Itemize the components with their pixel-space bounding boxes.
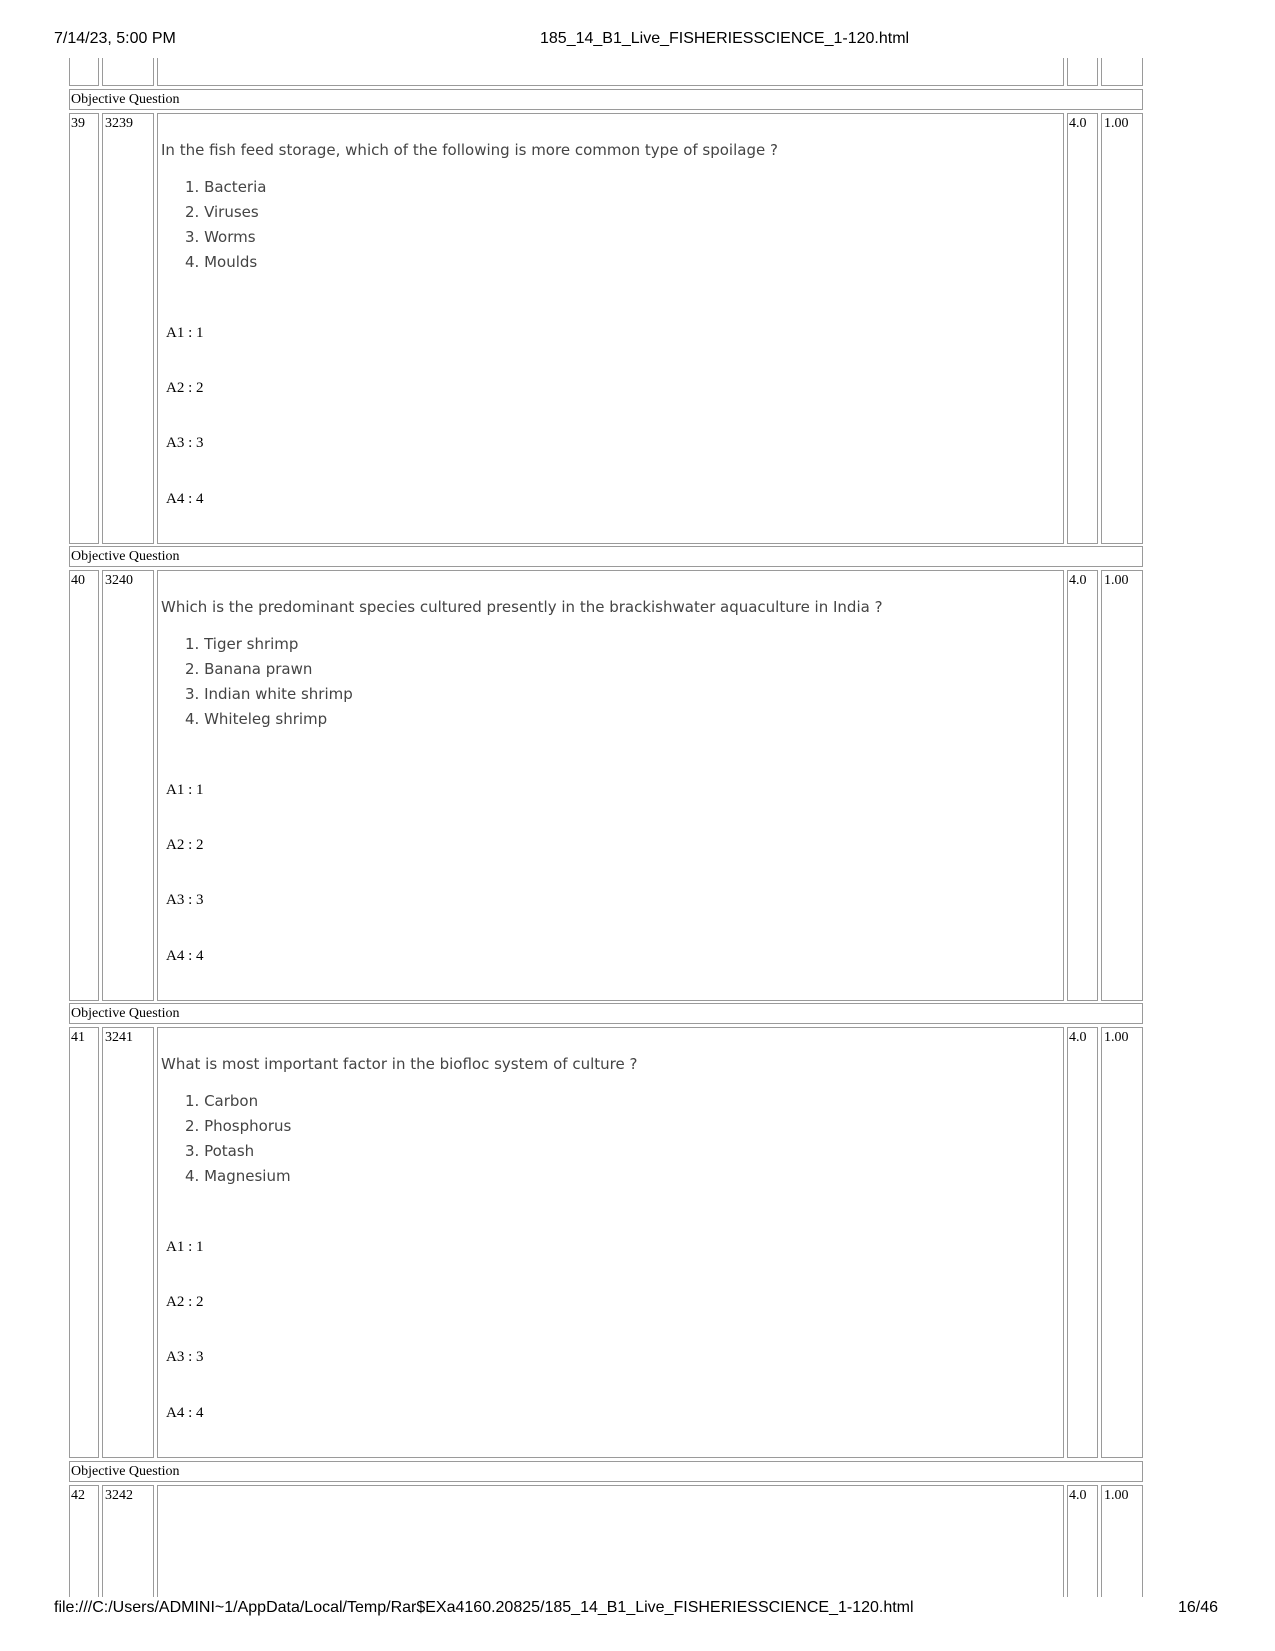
marks: 4.0 (1069, 573, 1087, 588)
prev-row-marks-cell (1067, 58, 1098, 86)
answer-key: A3 : 3 (166, 435, 204, 451)
question-body-cell (157, 113, 1064, 544)
print-file-url: file:///C:/Users/ADMINI~1/AppData/Local/Temp/Rar$EXa4160.20825/185_14_B1_Live_FISHERIESSCIENCE_1-120.html (54, 1599, 914, 1616)
print-document-title: 185_14_B1_Live_FISHERIESSCIENCE_1-120.html (540, 30, 910, 47)
section-header-cell (69, 1003, 1143, 1024)
question-table (69, 58, 1205, 1597)
option-item: 4. Whiteleg shrimp (185, 710, 328, 728)
answer-key: A2 : 2 (166, 1294, 204, 1310)
section-header-cell (69, 1461, 1143, 1482)
option-item: 2. Phosphorus (185, 1117, 292, 1135)
option-item: 4. Moulds (185, 253, 258, 271)
slno-cell (69, 113, 99, 544)
question-id: 3241 (105, 1030, 133, 1045)
question-id: 3239 (105, 116, 133, 131)
question-text: In the fish feed storage, which of the following is more common type of spoilage ? (161, 141, 778, 159)
answer-key: A4 : 4 (166, 491, 204, 507)
option-item: 2. Viruses (185, 203, 259, 221)
section-label: Objective Question (71, 549, 180, 564)
question-body-cell (157, 1485, 1064, 1597)
answer-key: A2 : 2 (166, 837, 204, 853)
option-item: 1. Carbon (185, 1092, 259, 1110)
prev-row-slno-cell (69, 58, 99, 86)
prev-row-neg-cell (1101, 58, 1143, 86)
sl-no: 41 (71, 1030, 85, 1045)
option-list (185, 175, 266, 275)
question-body-cell (157, 570, 1064, 1001)
negative-marks-cell (1101, 113, 1143, 544)
answer-key: A4 : 4 (166, 1405, 204, 1421)
option-item: 3. Worms (185, 228, 256, 246)
negative-marks-cell (1101, 1485, 1143, 1597)
sl-no: 39 (71, 116, 85, 131)
marks: 4.0 (1069, 1488, 1087, 1503)
option-list (185, 1089, 291, 1189)
slno-cell (69, 570, 99, 1001)
print-footer (0, 1597, 1275, 1621)
section-label: Objective Question (71, 1006, 180, 1021)
question-body-cell (157, 1027, 1064, 1458)
negative-marks: 1.00 (1104, 1030, 1129, 1045)
question-id: 3242 (105, 1488, 133, 1503)
marks-cell (1067, 1027, 1098, 1458)
answer-key: A1 : 1 (166, 782, 204, 798)
marks: 4.0 (1069, 116, 1087, 131)
option-item: 1. Tiger shrimp (185, 635, 299, 653)
prev-row-id-cell (102, 58, 154, 86)
question-text: Which is the predominant species cultured presently in the brackishwater aquaculture in India ? (161, 598, 883, 616)
section-header-cell (69, 89, 1143, 110)
question-text: What is most important factor in the biofloc system of culture ? (161, 1055, 638, 1073)
section-header-cell (69, 546, 1143, 567)
slno-cell (69, 1027, 99, 1458)
marks-cell (1067, 570, 1098, 1001)
answer-key: A4 : 4 (166, 948, 204, 964)
marks: 4.0 (1069, 1030, 1087, 1045)
sl-no: 42 (71, 1488, 85, 1503)
print-header (0, 28, 1275, 52)
option-item: 4. Magnesium (185, 1167, 291, 1185)
marks-cell (1067, 113, 1098, 544)
option-item: 3. Potash (185, 1142, 255, 1160)
marks-cell (1067, 1485, 1098, 1597)
answer-key: A2 : 2 (166, 380, 204, 396)
question-id-cell (102, 1485, 154, 1597)
answer-key: A3 : 3 (166, 892, 204, 908)
option-item: 2. Banana prawn (185, 660, 313, 678)
negative-marks: 1.00 (1104, 1488, 1129, 1503)
negative-marks: 1.00 (1104, 116, 1129, 131)
question-id: 3240 (105, 573, 133, 588)
answer-key: A1 : 1 (166, 325, 204, 341)
print-datetime: 7/14/23, 5:00 PM (54, 30, 176, 47)
sl-no: 40 (71, 573, 85, 588)
question-id-cell (102, 1027, 154, 1458)
answer-key: A1 : 1 (166, 1239, 204, 1255)
option-item: 3. Indian white shrimp (185, 685, 353, 703)
print-page-number: 16/46 (1178, 1599, 1219, 1616)
negative-marks-cell (1101, 1027, 1143, 1458)
option-item: 1. Bacteria (185, 178, 267, 196)
question-id-cell (102, 113, 154, 544)
option-list (185, 632, 353, 732)
negative-marks-cell (1101, 570, 1143, 1001)
section-label: Objective Question (71, 1464, 180, 1479)
slno-cell (69, 1485, 99, 1597)
prev-row-body-cell (157, 58, 1064, 86)
section-label: Objective Question (71, 92, 180, 107)
question-id-cell (102, 570, 154, 1001)
negative-marks: 1.00 (1104, 573, 1129, 588)
answer-key: A3 : 3 (166, 1349, 204, 1365)
